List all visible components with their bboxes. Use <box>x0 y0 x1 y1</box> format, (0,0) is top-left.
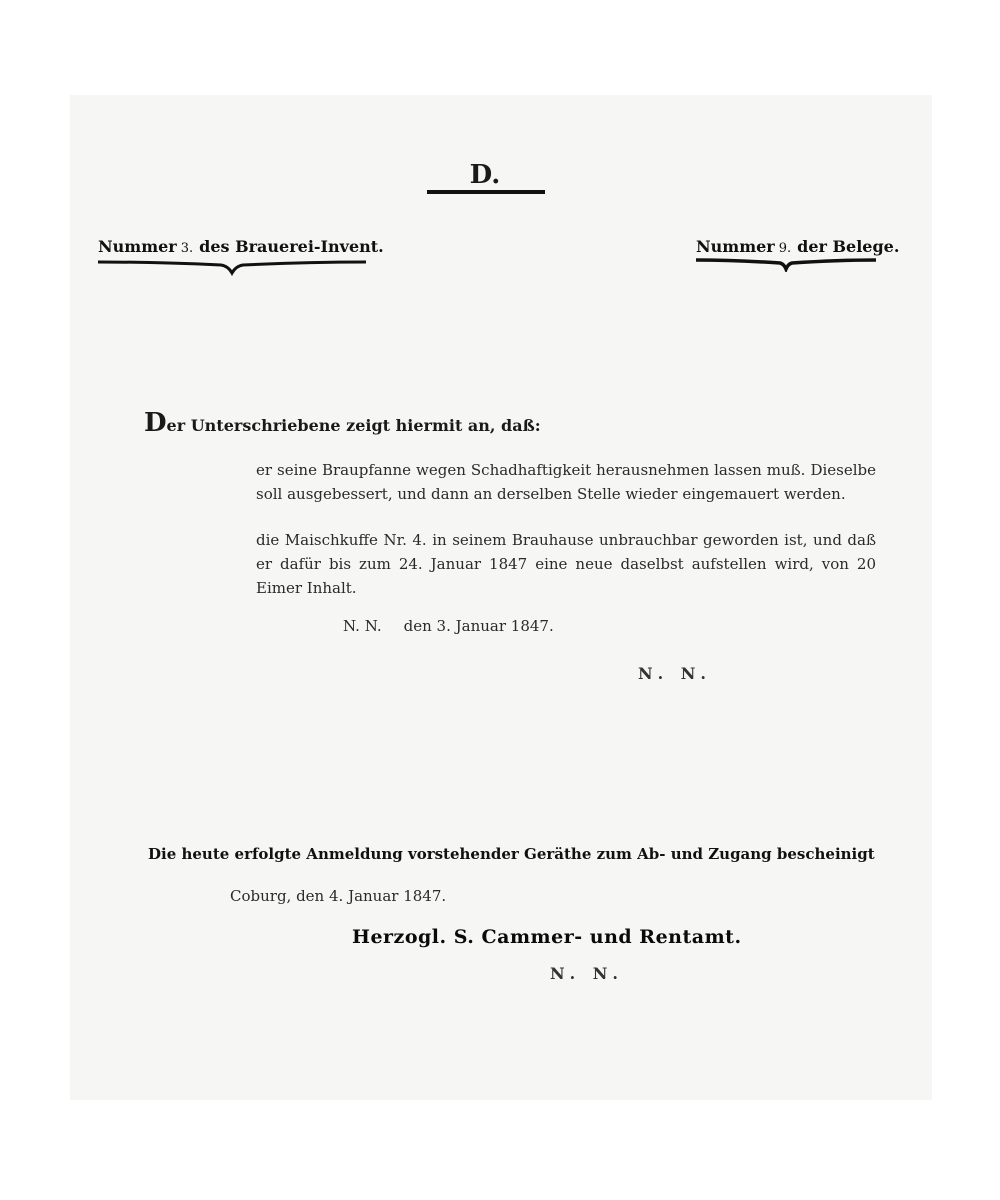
header-inventory-number <box>98 237 384 256</box>
certification-date: Coburg, den 4. Januar 1847. <box>230 887 447 905</box>
header-right-suffix: der Belege. <box>797 237 900 256</box>
intro-initial: D <box>144 408 167 438</box>
place-date-line <box>343 617 554 635</box>
signature-declarant: N. N. <box>638 664 712 683</box>
header-left-brace <box>96 258 368 276</box>
intro-text: er Unterschriebene zeigt hiermit an, daß: <box>166 416 541 435</box>
header-voucher-number <box>696 237 899 256</box>
date: den 3. Januar 1847. <box>403 617 554 635</box>
place: N. N. <box>343 617 382 635</box>
section-letter: D. <box>469 160 501 190</box>
signature-office: N. N. <box>550 964 624 983</box>
office-name: Herzogl. S. Cammer- und Rentamt. <box>352 926 742 948</box>
header-right-brace <box>694 256 878 272</box>
header-right-prefix: Nummer <box>696 237 775 256</box>
section-rule <box>427 190 545 194</box>
header-left-suffix: des Brauerei-Invent. <box>199 237 384 256</box>
certification-text: Die heute erfolgte Anmeldung vorstehender Geräthe zum Ab- und Zugang bescheinigt <box>148 845 875 863</box>
header-left-number: 3. <box>180 241 194 256</box>
paragraph-brewing-pan: er seine Braupfanne wegen Schadhaftigkeit herausnehmen lassen muß. Dieselbe soll ausgebessert, und dann an derselben Stelle wieder eingemauert werden. <box>256 461 876 503</box>
intro-line <box>144 408 541 438</box>
paragraph-mash-tun: die Maischkuffe Nr. 4. in seinem Brauhause unbrauchbar geworden ist, und daß er dafür bis zum 24. Januar 1847 eine neue daselbst aufstellen wird, von 20 Eimer Inhalt. <box>256 531 876 597</box>
header-left-prefix: Nummer <box>98 237 177 256</box>
header-right-number: 9. <box>778 241 792 256</box>
